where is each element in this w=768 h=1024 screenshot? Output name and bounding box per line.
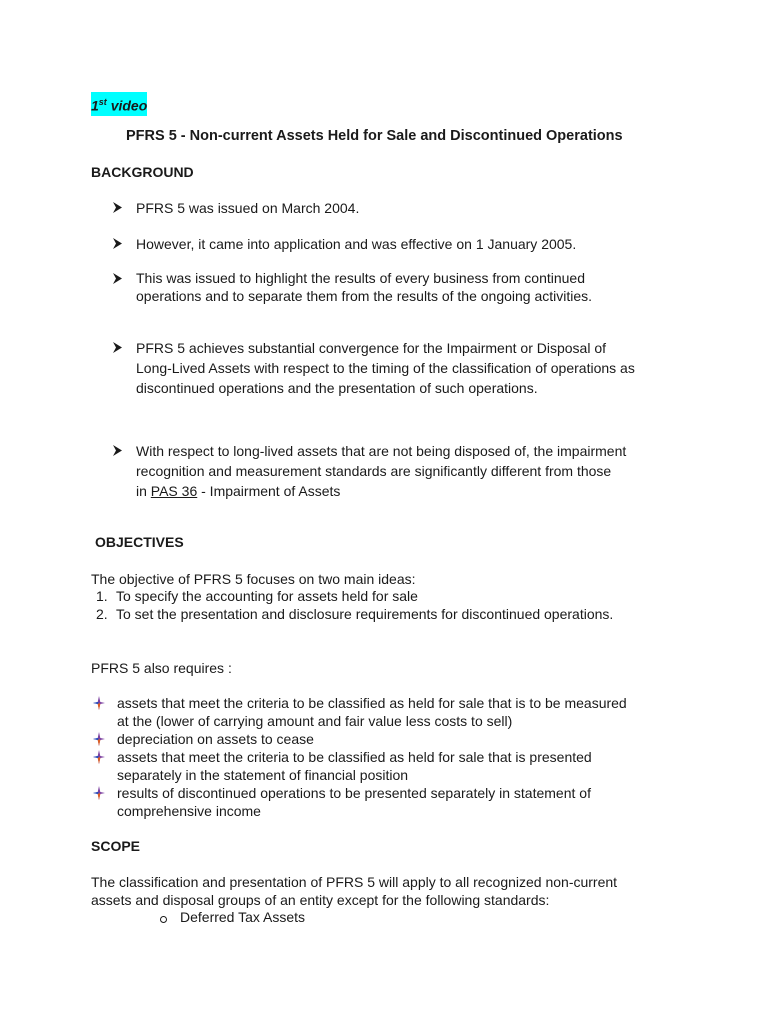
background-heading: BACKGROUND — [91, 164, 194, 180]
list-item-text: PFRS 5 was issued on March 2004. — [136, 200, 360, 216]
objectives-heading: OBJECTIVES — [95, 534, 184, 550]
four-point-star-bullet-icon — [93, 750, 105, 764]
text-line: comprehensive income — [117, 803, 261, 819]
text-line: assets that meet the criteria to be classified as held for sale that is to be measured — [117, 695, 627, 711]
text-line: assets that meet the criteria to be classified as held for sale that is presented — [117, 749, 592, 765]
list-item-text: However, it came into application and was effective on 1 January 2005. — [136, 236, 577, 252]
arrow-bullet-icon — [112, 342, 123, 353]
text-line — [136, 481, 626, 501]
item-text: To set the presentation and disclosure requirements for discontinued operations. — [116, 606, 614, 622]
circle-bullet-icon — [160, 916, 167, 923]
video-label: 1st video — [91, 92, 147, 116]
text-line: PFRS 5 achieves substantial convergence for the Impairment or Disposal of — [136, 340, 607, 356]
objectives-intro: The objective of PFRS 5 focuses on two main ideas: — [91, 571, 416, 587]
text-line: recognition and measurement standards are significantly different from those — [136, 463, 612, 479]
list-item-text — [117, 694, 627, 730]
four-point-star-bullet-icon — [93, 696, 105, 710]
list-item-text — [117, 784, 591, 820]
numbered-item — [96, 605, 614, 623]
numbered-item — [96, 587, 418, 605]
arrow-bullet-icon — [112, 238, 123, 249]
requires-intro: PFRS 5 also requires : — [91, 660, 232, 676]
text-line: results of discontinued operations to be presented separately in statement of — [117, 785, 591, 801]
list-item-text — [136, 441, 626, 501]
list-item-text — [136, 269, 592, 305]
text-line: assets and disposal groups of an entity except for the following standards: — [91, 892, 550, 908]
item-number: 2. — [96, 606, 108, 622]
list-item-text: depreciation on assets to cease — [117, 731, 314, 747]
list-item-text — [117, 748, 592, 784]
text-line: separately in the statement of financial position — [117, 767, 409, 783]
text-line: discontinued operations and the presentation of such operations. — [136, 380, 538, 396]
sub-list-item-text: Deferred Tax Assets — [180, 909, 306, 925]
four-point-star-bullet-icon — [93, 732, 105, 746]
arrow-bullet-icon — [112, 202, 123, 213]
text-line: This was issued to highlight the results of every business from continued — [136, 270, 586, 286]
text-line: operations and to separate them from the results of the ongoing activities. — [136, 288, 593, 304]
text-fragment: in — [136, 483, 151, 499]
text-line: With respect to long-lived assets that are not being disposed of, the impairment — [136, 443, 627, 459]
item-text: To specify the accounting for assets held for sale — [116, 588, 418, 604]
item-number: 1. — [96, 588, 108, 604]
text-line: at the (lower of carrying amount and fair value less costs to sell) — [117, 713, 513, 729]
document-title: PFRS 5 - Non-current Assets Held for Sale and Discontinued Operations — [126, 128, 623, 144]
scope-paragraph — [91, 873, 617, 909]
text-line: Long-Lived Assets with respect to the timing of the classification of operations as — [136, 360, 635, 376]
pas36-link[interactable]: PAS 36 — [150, 483, 198, 499]
arrow-bullet-icon — [112, 445, 123, 456]
scope-heading: SCOPE — [91, 838, 141, 854]
arrow-bullet-icon — [112, 273, 123, 284]
four-point-star-bullet-icon — [93, 786, 105, 800]
list-item-text — [136, 338, 635, 398]
text-line: The classification and presentation of PFRS 5 will apply to all recognized non-current — [91, 874, 618, 890]
text-fragment: - Impairment of Assets — [197, 483, 341, 499]
